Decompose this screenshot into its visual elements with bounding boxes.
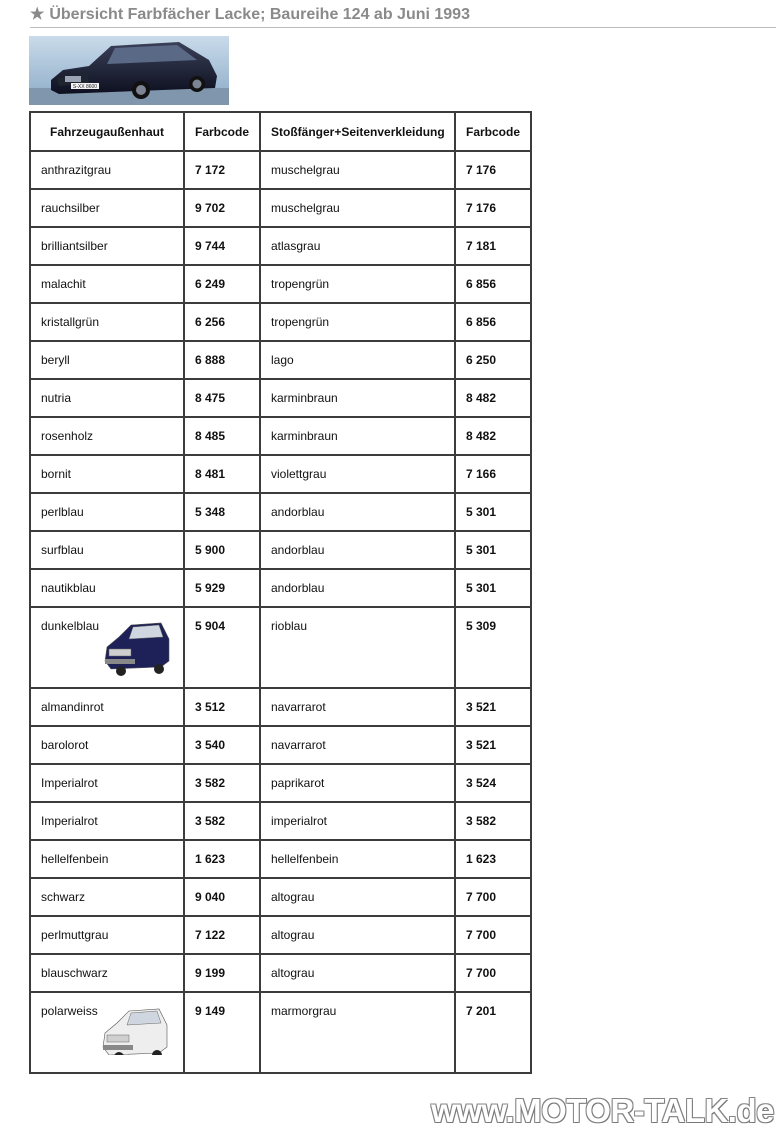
trim-code-cell-text: 6 250 xyxy=(466,353,497,367)
page-title-text: Übersicht Farbfächer Lacke; Baureihe 124 ab Juni 1993 xyxy=(49,6,470,23)
exterior-color-cell-text: Imperialrot xyxy=(41,776,98,790)
trim-code-cell xyxy=(456,494,532,532)
trim-color-cell-text: muschelgrau xyxy=(271,163,340,177)
trim-color-cell xyxy=(261,418,456,456)
trim-color-cell xyxy=(261,955,456,993)
trim-code-cell-text: 7 201 xyxy=(466,1004,497,1018)
trim-code-cell xyxy=(456,228,532,266)
header-exterior-code: Farbcode xyxy=(185,113,261,152)
trim-color-cell-text: tropengrün xyxy=(271,315,330,329)
exterior-color-cell xyxy=(31,608,185,689)
exterior-color-cell xyxy=(31,917,185,955)
trim-color-cell-text: altograu xyxy=(271,890,315,904)
table-row xyxy=(31,494,532,532)
exterior-code-cell xyxy=(185,727,261,765)
table-row xyxy=(31,765,532,803)
trim-color-cell-text: muschelgrau xyxy=(271,201,340,215)
table-row xyxy=(31,266,532,304)
table-row xyxy=(31,803,532,841)
exterior-color-cell xyxy=(31,803,185,841)
exterior-color-cell xyxy=(31,380,185,418)
trim-color-cell-text: marmorgrau xyxy=(271,1004,337,1018)
table-row xyxy=(31,152,532,190)
exterior-color-cell-text: surfblau xyxy=(41,543,84,557)
exterior-code-cell xyxy=(185,152,261,190)
exterior-code-cell xyxy=(185,803,261,841)
trim-color-cell xyxy=(261,765,456,803)
trim-color-cell-text: andorblau xyxy=(271,505,325,519)
exterior-code-cell xyxy=(185,689,261,727)
trim-code-cell xyxy=(456,380,532,418)
exterior-color-cell xyxy=(31,418,185,456)
exterior-color-cell-text: rauchsilber xyxy=(41,201,100,215)
exterior-code-cell-text: 5 348 xyxy=(195,505,226,519)
exterior-code-cell-text: 6 888 xyxy=(195,353,226,367)
exterior-color-cell-text: anthrazitgrau xyxy=(41,163,112,177)
exterior-code-cell-text: 5 929 xyxy=(195,581,226,595)
exterior-code-cell-text: 6 256 xyxy=(195,315,226,329)
trim-color-cell xyxy=(261,803,456,841)
exterior-color-cell-text: nautikblau xyxy=(41,581,96,595)
table-row xyxy=(31,608,532,689)
trim-color-cell-text: karminbraun xyxy=(271,429,338,443)
table-row xyxy=(31,456,532,494)
table-header-row xyxy=(31,113,532,152)
table-row xyxy=(31,190,532,228)
exterior-code-cell xyxy=(185,342,261,380)
exterior-color-cell-text: polarweiss xyxy=(41,1004,98,1018)
exterior-code-cell xyxy=(185,228,261,266)
trim-color-cell-text: lago xyxy=(271,353,294,367)
table-row xyxy=(31,418,532,456)
trim-code-cell-text: 7 700 xyxy=(466,890,497,904)
trim-color-cell-text: atlasgrau xyxy=(271,239,321,253)
trim-color-cell xyxy=(261,266,456,304)
trim-color-cell-text: andorblau xyxy=(271,581,325,595)
trim-code-cell-text: 8 482 xyxy=(466,391,497,405)
trim-color-cell-text: violettgrau xyxy=(271,467,327,481)
exterior-color-cell-text: Imperialrot xyxy=(41,814,98,828)
exterior-color-cell-text: nutria xyxy=(41,391,72,405)
trim-code-cell xyxy=(456,342,532,380)
trim-color-cell xyxy=(261,917,456,955)
trim-code-cell xyxy=(456,418,532,456)
exterior-code-cell-text: 7 172 xyxy=(195,163,226,177)
trim-color-cell-text: karminbraun xyxy=(271,391,338,405)
trim-color-cell-text: altograu xyxy=(271,966,315,980)
trim-color-cell xyxy=(261,608,456,689)
exterior-code-cell xyxy=(185,841,261,879)
trim-code-cell-text: 5 301 xyxy=(466,543,497,557)
exterior-color-cell-text: malachit xyxy=(41,277,86,291)
exterior-color-cell-text: perlmuttgrau xyxy=(41,928,109,942)
exterior-code-cell-text: 6 249 xyxy=(195,277,226,291)
table-row xyxy=(31,841,532,879)
trim-color-cell xyxy=(261,841,456,879)
table-row xyxy=(31,727,532,765)
trim-color-cell xyxy=(261,993,456,1074)
exterior-code-cell-text: 3 512 xyxy=(195,700,226,714)
exterior-color-cell-text: hellelfenbein xyxy=(41,852,109,866)
trim-code-cell xyxy=(456,456,532,494)
exterior-code-cell-text: 8 485 xyxy=(195,429,226,443)
exterior-code-cell-text: 9 702 xyxy=(195,201,226,215)
trim-color-cell-text: rioblau xyxy=(271,619,308,633)
exterior-code-cell xyxy=(185,993,261,1074)
exterior-color-cell xyxy=(31,152,185,190)
trim-code-cell-text: 6 856 xyxy=(466,277,497,291)
trim-code-cell xyxy=(456,765,532,803)
exterior-color-cell-text: brilliantsilber xyxy=(41,239,108,253)
exterior-code-cell-text: 5 900 xyxy=(195,543,226,557)
exterior-code-cell-text: 8 475 xyxy=(195,391,226,405)
trim-color-cell xyxy=(261,380,456,418)
exterior-code-cell-text: 9 149 xyxy=(195,1004,226,1018)
trim-color-cell xyxy=(261,190,456,228)
trim-code-cell-text: 1 623 xyxy=(466,852,497,866)
header-exterior: Fahrzeugaußenhaut xyxy=(31,113,185,152)
table-row xyxy=(31,917,532,955)
trim-code-cell xyxy=(456,608,532,689)
trim-code-cell xyxy=(456,993,532,1074)
car-color-thumbnail xyxy=(101,617,171,677)
watermark: www.MOTOR-TALK.de xyxy=(431,1092,774,1129)
trim-code-cell-text: 3 521 xyxy=(466,738,497,752)
exterior-code-cell xyxy=(185,532,261,570)
exterior-color-cell xyxy=(31,841,185,879)
exterior-color-cell xyxy=(31,689,185,727)
exterior-color-cell-text: schwarz xyxy=(41,890,86,904)
trim-color-cell xyxy=(261,532,456,570)
exterior-color-cell-text: barolorot xyxy=(41,738,89,752)
exterior-code-cell xyxy=(185,418,261,456)
exterior-code-cell xyxy=(185,917,261,955)
trim-color-cell-text: andorblau xyxy=(271,543,325,557)
trim-color-cell xyxy=(261,570,456,608)
exterior-code-cell-text: 9 744 xyxy=(195,239,226,253)
exterior-code-cell-text: 1 623 xyxy=(195,852,226,866)
trim-code-cell xyxy=(456,570,532,608)
exterior-code-cell-text: 3 582 xyxy=(195,814,226,828)
exterior-color-cell xyxy=(31,879,185,917)
trim-code-cell xyxy=(456,955,532,993)
trim-color-cell xyxy=(261,342,456,380)
trim-color-cell-text: tropengrün xyxy=(271,277,330,291)
header-trim: Stoßfänger+Seitenverkleidung xyxy=(261,113,456,152)
trim-color-cell-text: navarrarot xyxy=(271,738,326,752)
trim-code-cell xyxy=(456,304,532,342)
trim-color-cell-text: paprikarot xyxy=(271,776,325,790)
trim-code-cell xyxy=(456,841,532,879)
trim-code-cell-text: 7 700 xyxy=(466,928,497,942)
table-row xyxy=(31,955,532,993)
exterior-color-cell-text: dunkelblau xyxy=(41,619,100,633)
table-row xyxy=(31,304,532,342)
page-title xyxy=(30,4,776,28)
exterior-color-cell xyxy=(31,955,185,993)
exterior-code-cell xyxy=(185,304,261,342)
trim-code-cell xyxy=(456,152,532,190)
table-row xyxy=(31,532,532,570)
trim-code-cell-text: 7 181 xyxy=(466,239,497,253)
trim-color-cell-text: imperialrot xyxy=(271,814,328,828)
exterior-color-cell xyxy=(31,304,185,342)
trim-color-cell xyxy=(261,152,456,190)
trim-color-cell-text: hellelfenbein xyxy=(271,852,339,866)
trim-code-cell xyxy=(456,689,532,727)
license-plate-text: S-XX 8600 xyxy=(72,84,98,90)
exterior-code-cell-text: 7 122 xyxy=(195,928,226,942)
table-row xyxy=(31,689,532,727)
trim-code-cell xyxy=(456,190,532,228)
trim-code-cell xyxy=(456,879,532,917)
exterior-color-cell xyxy=(31,228,185,266)
exterior-color-cell-text: almandinrot xyxy=(41,700,104,714)
exterior-color-cell-text: blauschwarz xyxy=(41,966,108,980)
table-row xyxy=(31,228,532,266)
exterior-code-cell-text: 9 040 xyxy=(195,890,226,904)
trim-code-cell-text: 7 166 xyxy=(466,467,497,481)
trim-code-cell xyxy=(456,803,532,841)
trim-color-cell xyxy=(261,494,456,532)
trim-code-cell-text: 7 176 xyxy=(466,163,497,177)
trim-color-cell-text: navarrarot xyxy=(271,700,326,714)
trim-code-cell-text: 7 176 xyxy=(466,201,497,215)
trim-color-cell-text: altograu xyxy=(271,928,315,942)
trim-code-cell-text: 5 309 xyxy=(466,619,497,633)
exterior-code-cell xyxy=(185,955,261,993)
exterior-code-cell xyxy=(185,190,261,228)
exterior-color-cell xyxy=(31,456,185,494)
exterior-color-cell xyxy=(31,494,185,532)
trim-code-cell-text: 3 521 xyxy=(466,700,497,714)
exterior-code-cell xyxy=(185,570,261,608)
exterior-color-cell xyxy=(31,993,185,1074)
car-photo xyxy=(29,36,229,105)
trim-code-cell-text: 3 524 xyxy=(466,776,497,790)
trim-code-cell-text: 5 301 xyxy=(466,581,497,595)
trim-code-cell xyxy=(456,532,532,570)
exterior-code-cell xyxy=(185,380,261,418)
exterior-color-cell-text: rosenholz xyxy=(41,429,94,443)
exterior-code-cell xyxy=(185,765,261,803)
exterior-color-cell xyxy=(31,570,185,608)
exterior-code-cell-text: 9 199 xyxy=(195,966,226,980)
trim-color-cell xyxy=(261,304,456,342)
trim-color-cell xyxy=(261,727,456,765)
exterior-code-cell xyxy=(185,456,261,494)
paint-color-table xyxy=(29,111,532,1074)
trim-code-cell-text: 3 582 xyxy=(466,814,497,828)
exterior-code-cell xyxy=(185,494,261,532)
table-row xyxy=(31,380,532,418)
trim-code-cell-text: 7 700 xyxy=(466,966,497,980)
exterior-code-cell-text: 8 481 xyxy=(195,467,226,481)
exterior-code-cell xyxy=(185,879,261,917)
trim-code-cell xyxy=(456,917,532,955)
trim-color-cell xyxy=(261,879,456,917)
exterior-color-cell-text: perlblau xyxy=(41,505,84,519)
exterior-code-cell-text: 3 540 xyxy=(195,738,226,752)
trim-code-cell xyxy=(456,266,532,304)
exterior-code-cell xyxy=(185,608,261,689)
table-row xyxy=(31,993,532,1074)
trim-code-cell xyxy=(456,727,532,765)
table-row xyxy=(31,570,532,608)
exterior-code-cell-text: 5 904 xyxy=(195,619,226,633)
exterior-color-cell xyxy=(31,266,185,304)
header-trim-code: Farbcode xyxy=(456,113,532,152)
exterior-color-cell xyxy=(31,727,185,765)
exterior-color-cell xyxy=(31,532,185,570)
trim-color-cell xyxy=(261,689,456,727)
exterior-color-cell-text: kristallgrün xyxy=(41,315,100,329)
exterior-color-cell xyxy=(31,342,185,380)
trim-color-cell xyxy=(261,456,456,494)
exterior-code-cell xyxy=(185,266,261,304)
exterior-color-cell-text: beryll xyxy=(41,353,70,367)
table-row xyxy=(31,342,532,380)
table-row xyxy=(31,879,532,917)
car-color-thumbnail xyxy=(99,1003,169,1055)
exterior-code-cell-text: 3 582 xyxy=(195,776,226,790)
trim-code-cell-text: 6 856 xyxy=(466,315,497,329)
trim-code-cell-text: 8 482 xyxy=(466,429,497,443)
exterior-color-cell xyxy=(31,765,185,803)
star-icon: ★ xyxy=(30,6,45,23)
exterior-color-cell xyxy=(31,190,185,228)
trim-color-cell xyxy=(261,228,456,266)
exterior-color-cell-text: bornit xyxy=(41,467,72,481)
trim-code-cell-text: 5 301 xyxy=(466,505,497,519)
table-body xyxy=(31,152,532,1074)
